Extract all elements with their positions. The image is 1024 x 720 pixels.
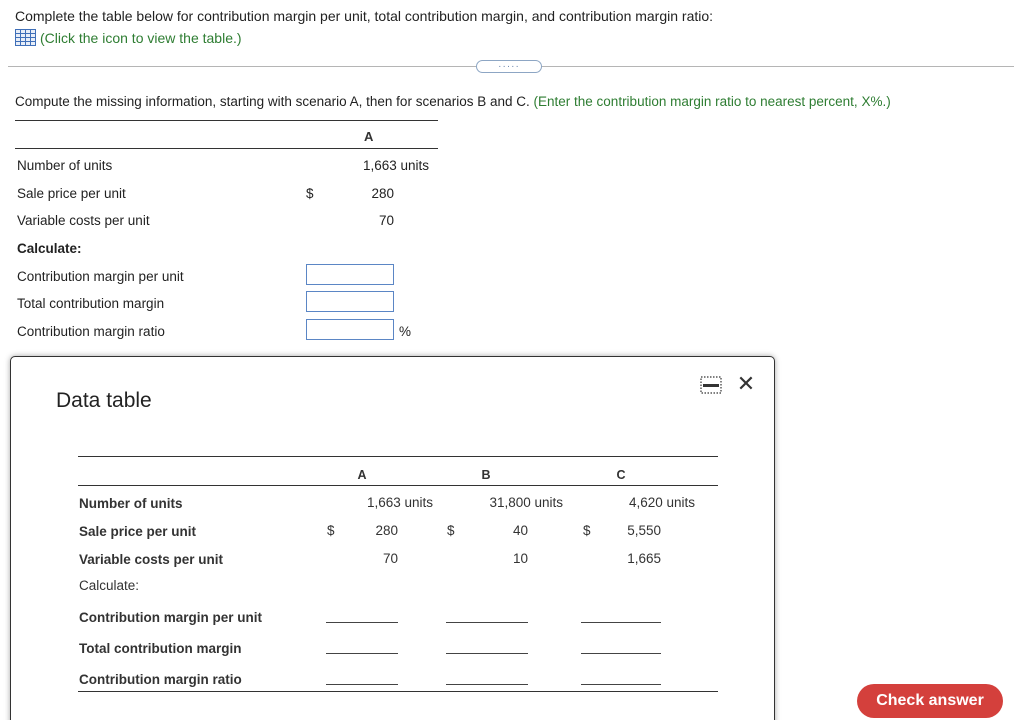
check-answer-button[interactable]: Check answer [857, 684, 1003, 718]
table-grid-icon[interactable] [15, 29, 36, 46]
dt-calculate-label: Calculate: [79, 578, 140, 593]
dt-row-label-units: Number of units [79, 496, 183, 511]
dt-row-label-cm-ratio: Contribution margin ratio [79, 672, 242, 687]
row-label-cm-per-unit: Contribution margin per unit [17, 269, 184, 284]
dt-column-header-a: A [357, 468, 367, 482]
dt-value-units-a: 1,663 units [366, 495, 433, 510]
dt-value-variable-costs-b: 10 [512, 551, 528, 566]
dt-currency-a: $ [327, 523, 335, 538]
data-table-modal [10, 356, 775, 720]
dt-blank-line [446, 684, 528, 685]
expand-more-button[interactable]: ····· [476, 60, 542, 73]
dt-blank-line [326, 684, 398, 685]
column-header-a: A [364, 129, 374, 144]
dt-top-rule [78, 456, 718, 457]
dt-blank-line [581, 622, 661, 623]
dt-blank-line [446, 653, 528, 654]
dt-header-rule [78, 485, 718, 486]
minimize-icon[interactable] [700, 376, 722, 394]
dt-value-variable-costs-a: 70 [382, 551, 398, 566]
dt-column-header-c: C [616, 468, 626, 482]
modal-title: Data table [56, 389, 152, 412]
dt-blank-line [581, 684, 661, 685]
dt-value-variable-costs-c: 1,665 [627, 551, 661, 566]
table-header-rule [15, 148, 438, 149]
table-top-rule [15, 120, 438, 121]
row-label-variable-costs: Variable costs per unit [17, 213, 150, 228]
dt-value-sale-price-c: 5,550 [627, 523, 661, 538]
compute-hint: (Enter the contribution margin ratio to nearest percent, X%.) [533, 94, 891, 109]
total-cm-input[interactable] [306, 291, 394, 312]
compute-text: Compute the missing information, starting with scenario A, then for scenarios B and C. [15, 94, 530, 109]
percent-suffix: % [399, 324, 412, 339]
dt-value-sale-price-a: 280 [375, 523, 398, 538]
row-label-units: Number of units [17, 158, 113, 173]
dt-column-header-b: B [481, 468, 491, 482]
compute-instruction [15, 94, 891, 109]
dt-value-units-c: 4,620 units [628, 495, 695, 510]
dt-row-label-sale-price: Sale price per unit [79, 524, 197, 539]
instruction-text: Complete the table below for contribution margin per unit, total contribution margin, and contribution margin ratio: [15, 8, 714, 24]
dt-row-label-variable-costs: Variable costs per unit [79, 552, 224, 567]
row-label-cm-ratio: Contribution margin ratio [17, 324, 165, 339]
dt-value-units-b: 31,800 units [489, 495, 563, 510]
currency-symbol: $ [306, 186, 314, 201]
dt-row-label-cm-per-unit: Contribution margin per unit [79, 610, 262, 625]
view-table-link[interactable] [15, 29, 242, 46]
dt-value-sale-price-b: 40 [512, 523, 528, 538]
dt-currency-c: $ [583, 523, 591, 538]
dt-blank-line [326, 653, 398, 654]
close-icon[interactable]: ✕ [736, 371, 756, 396]
value-variable-costs: 70 [378, 213, 394, 228]
calculate-label: Calculate: [17, 241, 82, 256]
cm-per-unit-input[interactable] [306, 264, 394, 285]
cm-ratio-input[interactable] [306, 319, 394, 340]
dt-currency-b: $ [447, 523, 455, 538]
row-label-total-cm: Total contribution margin [17, 296, 165, 311]
dt-bottom-rule [78, 691, 718, 692]
view-table-link-text[interactable]: (Click the icon to view the table.) [40, 29, 242, 46]
dt-blank-line [326, 622, 398, 623]
dt-row-label-total-cm: Total contribution margin [79, 641, 242, 656]
dt-blank-line [581, 653, 661, 654]
value-sale-price: 280 [371, 186, 394, 201]
dt-blank-line [446, 622, 528, 623]
value-units: 1,663 units [362, 158, 429, 173]
row-label-sale-price: Sale price per unit [17, 186, 126, 201]
